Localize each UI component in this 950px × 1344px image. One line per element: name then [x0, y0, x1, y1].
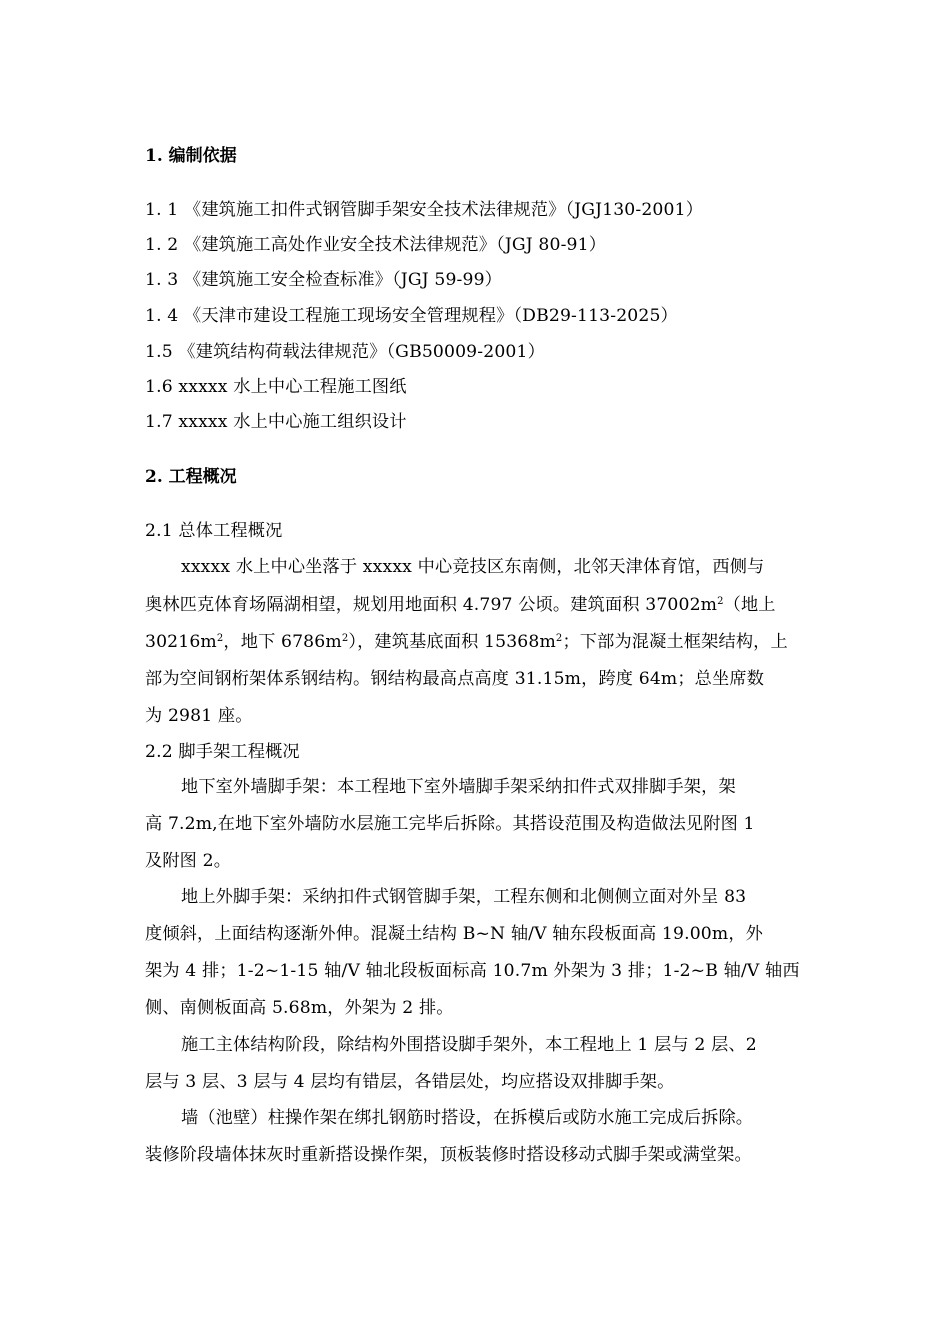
- paragraph-line: 部为空间钢桁架体系钢结构。钢结构最高点高度 31.15m，跨度 64m；总坐席数: [145, 669, 765, 689]
- subsection-title: 2.1 总体工程概况: [145, 521, 283, 541]
- paragraph-line: 为 2981 座。: [145, 706, 253, 726]
- paragraph-line: 及附图 2。: [145, 851, 232, 871]
- paragraph-line: $30216m^2$，地下 $6786m^2$），建筑基底面积 $15368m^2$；下部为混凝土框架结构，上: [145, 632, 788, 652]
- reference-item: 1.5 《建筑结构荷载法律规范》（GB50009-2001）: [145, 342, 545, 362]
- section-heading-2: 2. 工程概况: [145, 467, 237, 487]
- paragraph-line: 度倾斜，上面结构逐渐外伸。混凝土结构 B~N 轴/V 轴东段板面高 19.00m，外: [145, 924, 763, 944]
- paragraph-line: 奥林匹克体育场隔湖相望，规划用地面积 4.797 公顷。建筑面积 $37002m^2$（地上: [145, 595, 776, 615]
- reference-item: 1. 2 《建筑施工高处作业安全技术法律规范》（JGJ 80-91）: [145, 235, 607, 255]
- paragraph-line: 高 7.2m,在地下室外墙防水层施工完毕后拆除。其搭设范围及构造做法见附图 1: [145, 814, 755, 834]
- paragraph-line: 侧、南侧板面高 5.68m，外架为 2 排。: [145, 998, 454, 1018]
- paragraph-line: 架为 4 排；1-2~1-15 轴/V 轴北段板面标高 10.7m 外架为 3 排；1-2~B 轴/V 轴西: [145, 961, 800, 981]
- paragraph-line: 地上外脚手架：采纳扣件式钢管脚手架，工程东侧和北侧侧立面对外呈 83: [181, 887, 747, 907]
- paragraph-line: 施工主体结构阶段，除结构外围搭设脚手架外，本工程地上 1 层与 2 层、2: [181, 1035, 757, 1055]
- section-heading-1: 1. 编制依据: [145, 146, 237, 166]
- paragraph-line: 墙（池壁）柱操作架在绑扎钢筋时搭设，在拆模后或防水施工完成后拆除。: [181, 1108, 754, 1128]
- reference-item: 1.7 xxxxx 水上中心施工组织设计: [145, 412, 407, 432]
- paragraph-line: 地下室外墙脚手架：本工程地下室外墙脚手架采纳扣件式双排脚手架，架: [181, 777, 736, 797]
- reference-item: 1.6 xxxxx 水上中心工程施工图纸: [145, 377, 407, 397]
- subsection-title: 2.2 脚手架工程概况: [145, 742, 300, 762]
- paragraph-line: 装修阶段墙体抹灰时重新搭设操作架，顶板装修时搭设移动式脚手架或满堂架。: [145, 1145, 752, 1165]
- reference-item: 1. 3 《建筑施工安全检查标准》（JGJ 59-99）: [145, 270, 503, 290]
- reference-item: 1. 4 《天津市建设工程施工现场安全管理规程》（DB29-113-2025）: [145, 306, 678, 326]
- paragraph-line: 层与 3 层、3 层与 4 层均有错层，各错层处，均应搭设双排脚手架。: [145, 1072, 675, 1092]
- reference-item: 1. 1 《建筑施工扣件式钢管脚手架安全技术法律规范》（JGJ130-2001）: [145, 200, 704, 220]
- paragraph-line: xxxxx 水上中心坐落于 xxxxx 中心竞技区东南侧，北邻天津体育馆，西侧与: [181, 557, 765, 577]
